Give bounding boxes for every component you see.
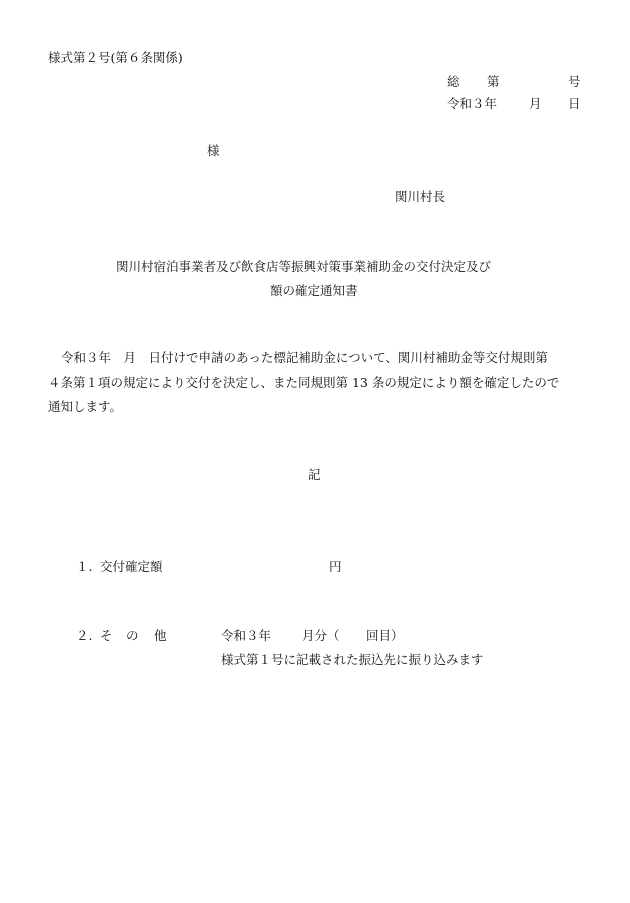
body-line-2: ４条第１項の規定により交付を決定し、また同規則第 13 条の規定により額を確定したので xyxy=(48,375,560,390)
title-line-1: 関川村宿泊事業者及び飲食店等振興対策事業補助金の交付決定及び xyxy=(116,259,492,274)
body-line-3: 通知します。 xyxy=(48,399,123,414)
issue-date-day: 日 xyxy=(568,96,581,111)
item2-month-part: 月分（ xyxy=(302,628,340,643)
form-reference: 様式第２号(第６条関係) xyxy=(48,50,183,65)
doc-number-prefix: 総 xyxy=(447,74,460,89)
item2-note: 様式第１号に記載された振込先に振り込みます xyxy=(221,652,484,667)
item1-number: １. xyxy=(76,559,93,574)
recipient-honorific: 様 xyxy=(207,143,220,158)
doc-number-middle: 第 xyxy=(487,74,500,89)
item2-number: ２. xyxy=(76,628,93,643)
item1-unit: 円 xyxy=(329,559,342,574)
sender-name: 関川村長 xyxy=(395,189,446,204)
item2-era-year: 令和３年 xyxy=(221,628,272,643)
doc-number-suffix: 号 xyxy=(568,74,581,89)
body-line-1: 令和３年 月 日付けで申請のあった標記補助金について、関川村補助金等交付規則第 xyxy=(61,350,548,365)
title-line-2: 額の確定通知書 xyxy=(270,283,358,298)
item2-label-1: そ xyxy=(100,628,113,643)
item2-label-2: の xyxy=(126,628,139,643)
item1-label: 交付確定額 xyxy=(100,559,163,574)
item2-label-3: 他 xyxy=(154,628,167,643)
issue-date-era-year: 令和３年 xyxy=(447,96,498,111)
item2-count-part: 回目） xyxy=(366,628,404,643)
issue-date-month: 月 xyxy=(529,96,542,111)
notation-ki: 記 xyxy=(308,467,321,482)
